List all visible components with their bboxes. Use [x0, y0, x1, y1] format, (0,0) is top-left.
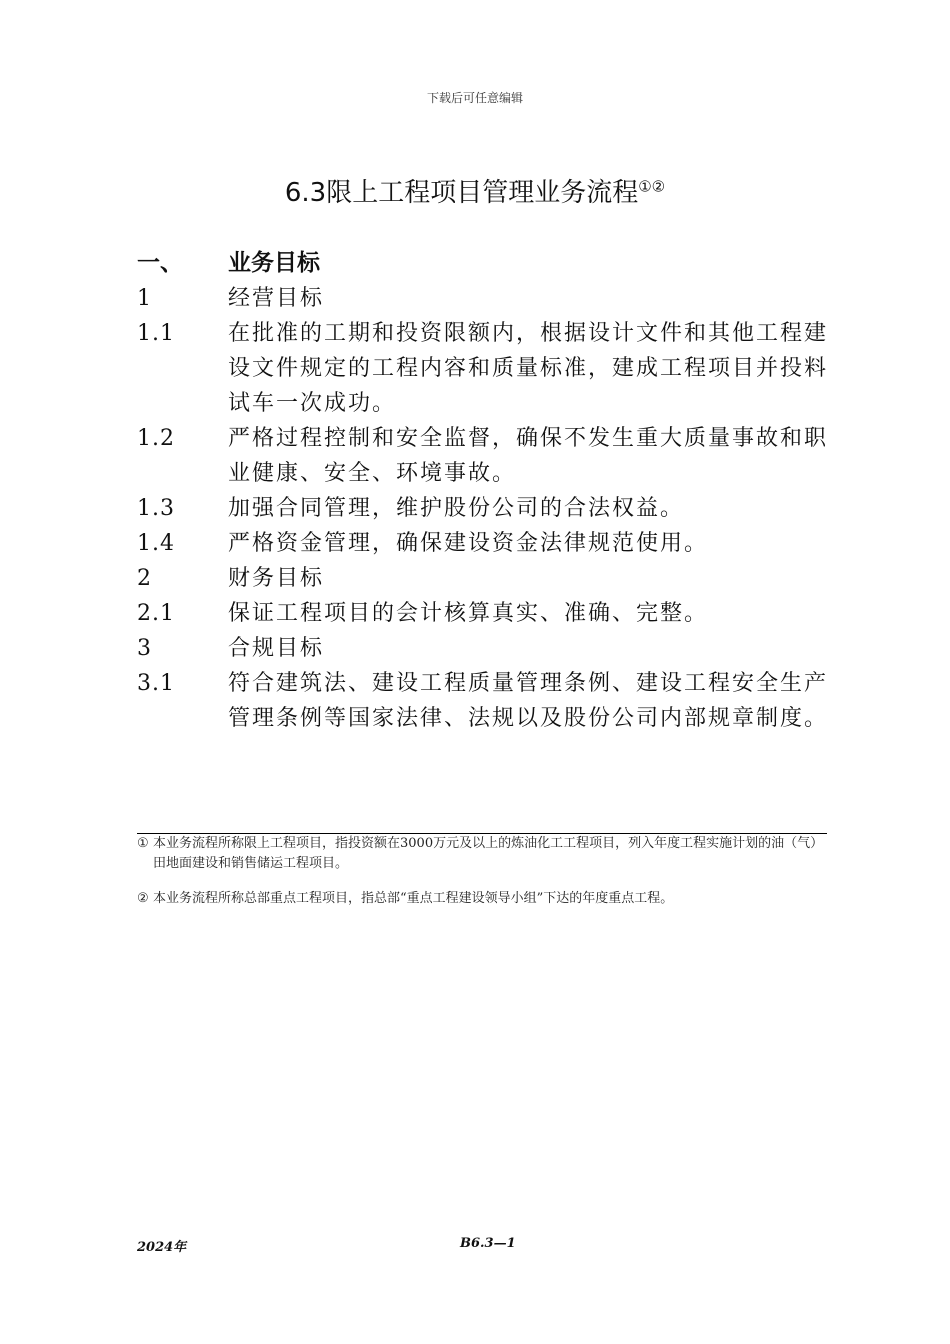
section-label: 业务目标 — [228, 250, 320, 276]
list-item — [137, 666, 837, 736]
title-text: 6.3限上工程项目管理业务流程 — [284, 178, 639, 208]
item-number: 2.1 — [137, 601, 175, 626]
item-number: 3 — [137, 636, 152, 661]
item-number: 1.4 — [137, 531, 175, 556]
footnote-text: 本业务流程所称总部重点工程项目，指总部“重点工程建设领导小组”下达的年度重点工程。 — [153, 891, 674, 906]
page-header: 下载后可任意编辑 — [426, 91, 523, 105]
item-number: 1 — [137, 286, 152, 311]
list-item — [137, 316, 837, 421]
item-text: 财务目标 — [228, 566, 325, 591]
section-number: 一、 — [137, 250, 183, 276]
list-item — [137, 421, 837, 491]
item-text: 保证工程项目的会计核算真实、准确、完整。 — [228, 601, 709, 626]
section-heading — [137, 244, 320, 277]
footer-year: 2024年 — [137, 1240, 187, 1255]
footnote-marks: ①② — [638, 177, 666, 196]
item-text: 加强合同管理，维护股份公司的合法权益。 — [228, 496, 685, 521]
item-text: 符合建筑法、建设工程质量管理条例、建设工程安全生产管理条例等国家法律、法规以及股份公司内部规章制度。 — [228, 671, 829, 731]
footnote — [137, 882, 827, 916]
list-item — [137, 491, 837, 526]
page-title — [0, 172, 950, 209]
footnotes — [137, 833, 827, 916]
footnote — [137, 834, 827, 874]
objective-list — [137, 281, 837, 736]
item-text: 严格资金管理，确保建设资金法律规范使用。 — [228, 531, 709, 556]
list-item — [137, 281, 837, 316]
list-item — [137, 561, 837, 596]
list-item — [137, 526, 837, 561]
item-number: 1.1 — [137, 321, 175, 346]
item-number: 2 — [137, 566, 152, 591]
footnote-text: 本业务流程所称限上工程项目，指投资额在3000万元及以上的炼油化工工程项目，列入年度工程实施计划的油（气）田地面建设和销售储运工程项目。 — [153, 836, 824, 871]
item-text: 合规目标 — [228, 636, 325, 661]
item-number: 1.3 — [137, 496, 175, 521]
footnote-mark: ② — [137, 891, 149, 906]
item-number: 1.2 — [137, 426, 175, 451]
item-text: 严格过程控制和安全监督，确保不发生重大质量事故和职业健康、安全、环境事故。 — [228, 426, 829, 486]
footer-page-number: B6.3—1 — [460, 1236, 516, 1251]
item-number: 3.1 — [137, 671, 175, 696]
list-item — [137, 631, 837, 666]
list-item — [137, 596, 837, 631]
item-text: 经营目标 — [228, 286, 325, 311]
footnote-mark: ① — [137, 836, 149, 851]
item-text: 在批准的工期和投资限额内，根据设计文件和其他工程建设文件规定的工程内容和质量标准，建成工程项目并投料试车一次成功。 — [228, 321, 829, 416]
